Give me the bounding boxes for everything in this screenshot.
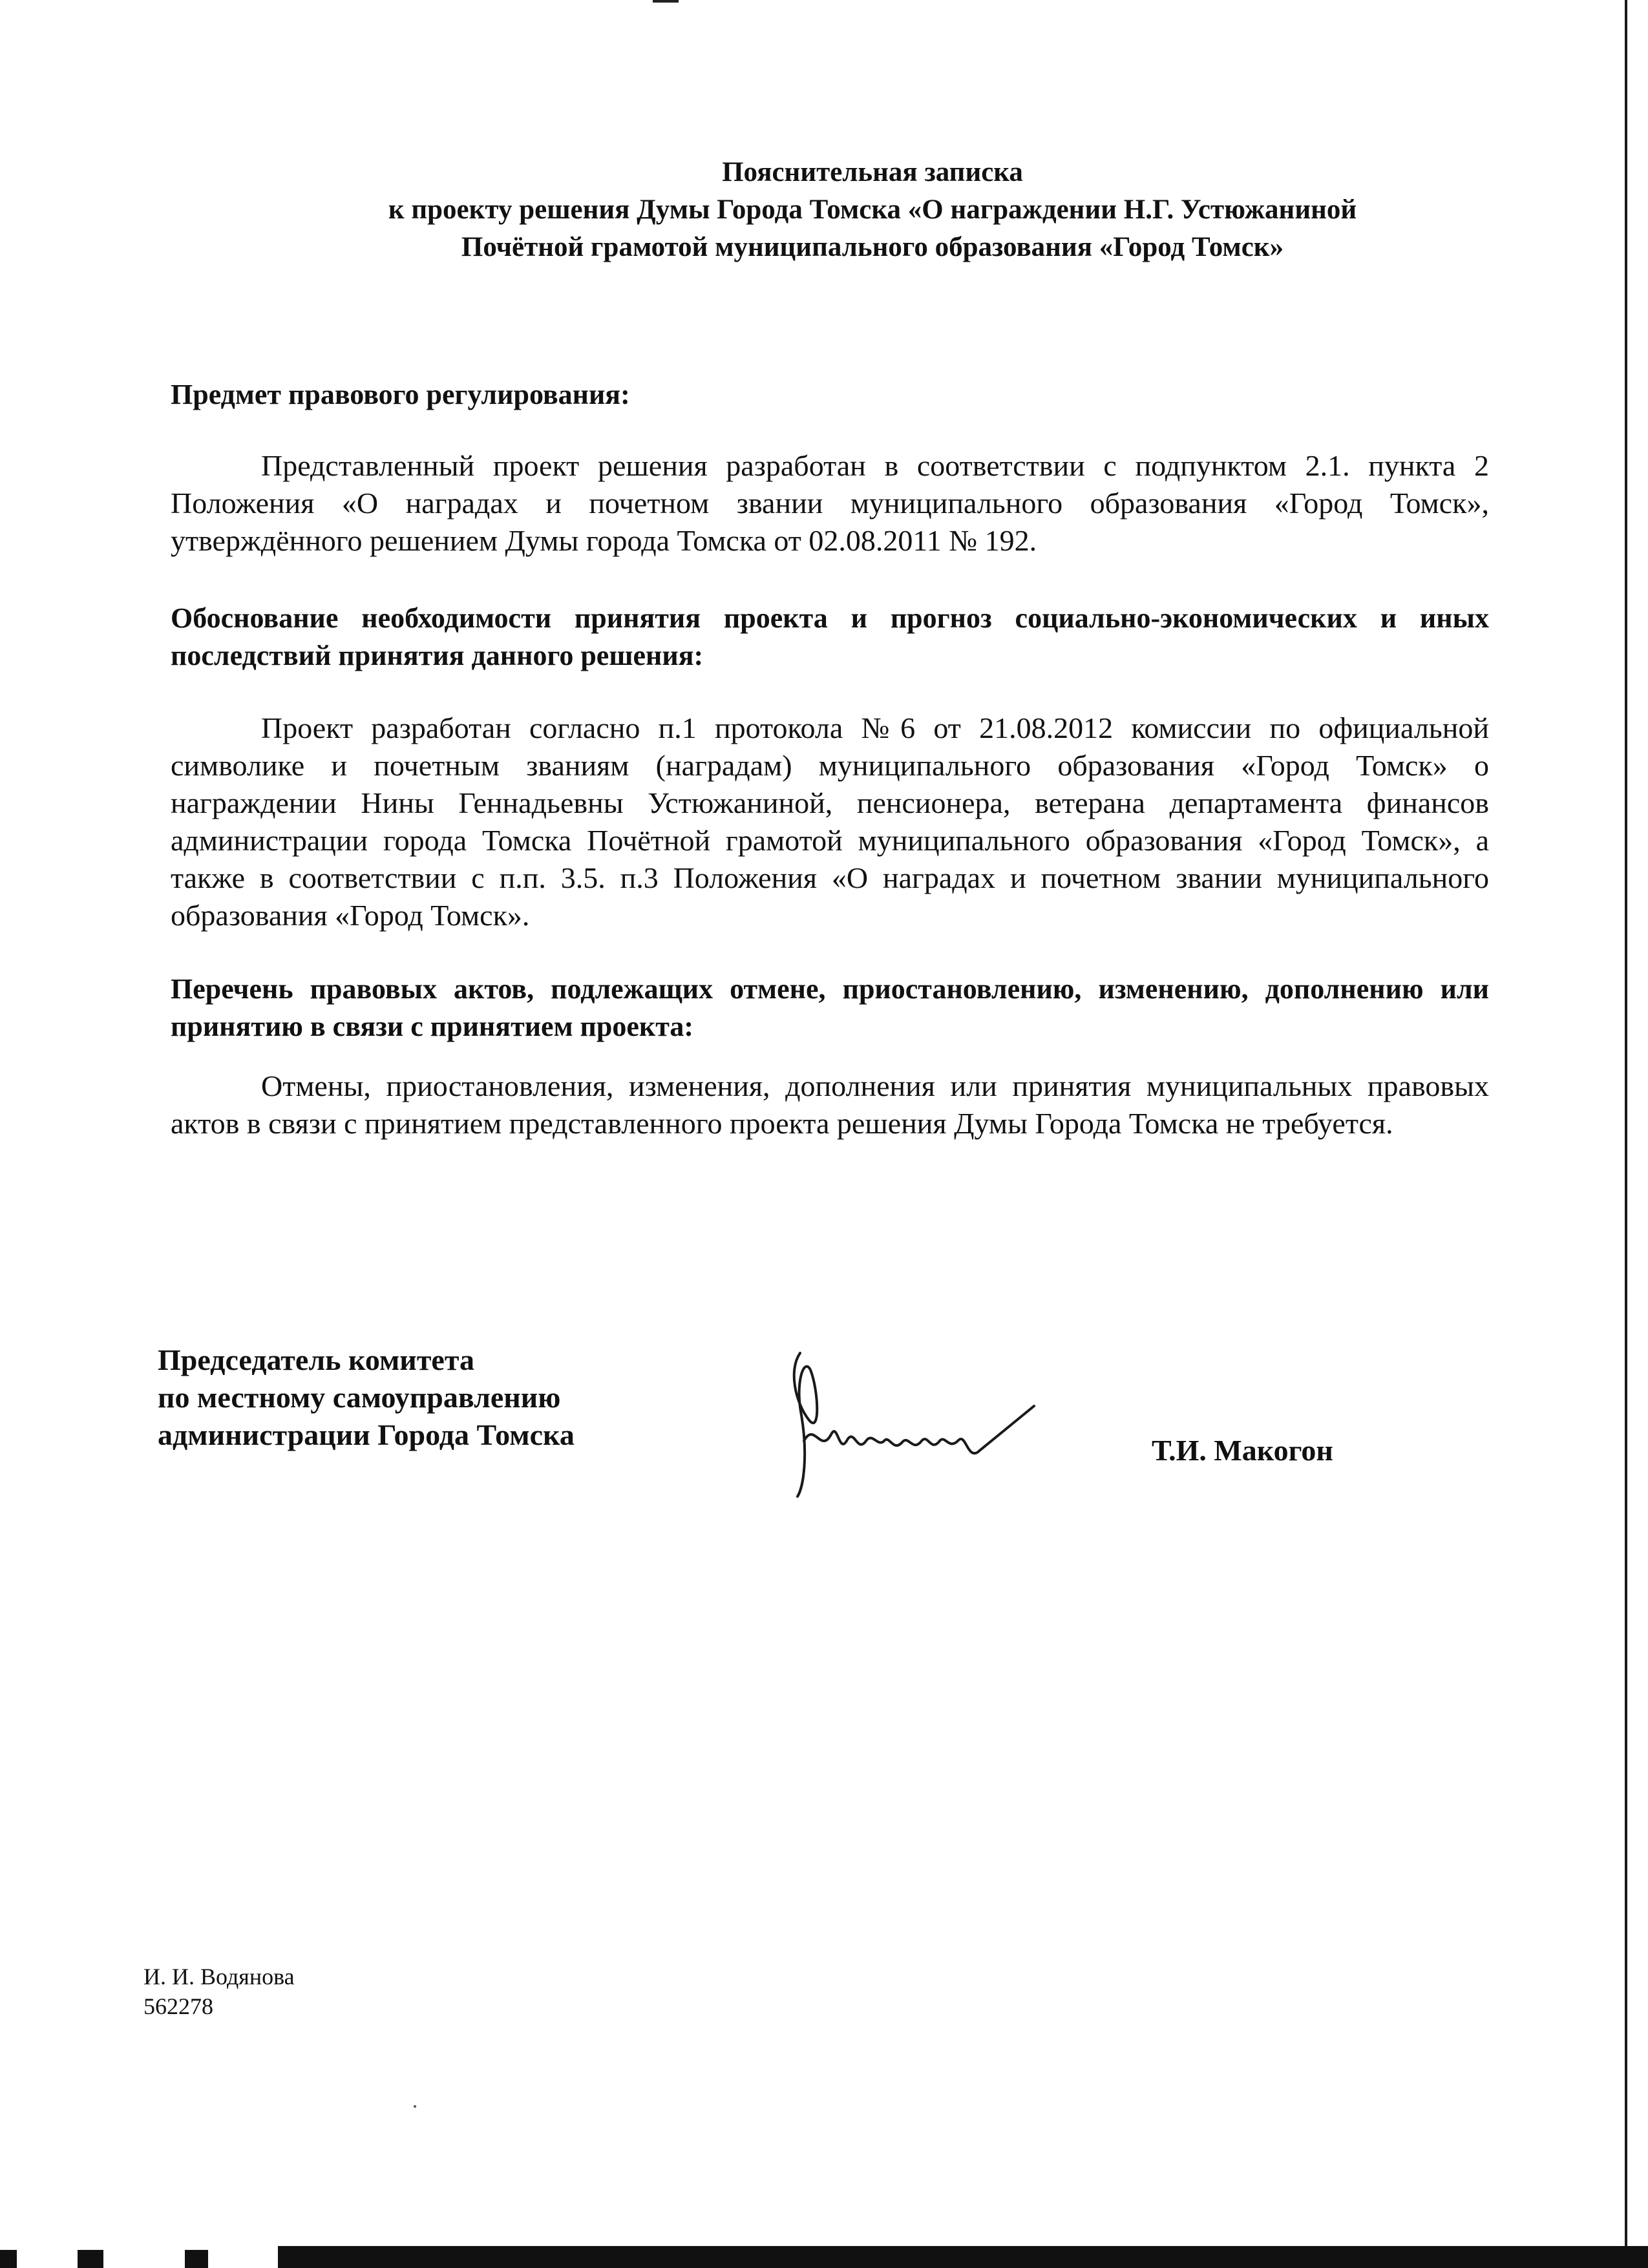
handwritten-signature bbox=[776, 1344, 1047, 1499]
footer bbox=[143, 1962, 295, 2021]
signatory-position bbox=[158, 1341, 575, 1454]
footer-author: И. И. Водянова bbox=[143, 1964, 295, 1990]
document-title-line-3: Почётной грамотой муниципального образования «Город Томск» bbox=[461, 232, 1284, 262]
section-heading-legal-acts: Перечень правовых актов, подлежащих отмене, приостановлению, изменению, дополнению или принятию в связи с принятием проекта: bbox=[171, 973, 1489, 1042]
scan-artifact-right-edge bbox=[1625, 0, 1627, 2268]
signatory-position-line-3: администрации Города Томска bbox=[158, 1418, 575, 1451]
document-title-line-2: к проекту решения Думы Города Томска «О награждении Н.Г. Устюжаниной bbox=[388, 194, 1357, 225]
signatory-name: Т.И. Макогон bbox=[1152, 1434, 1333, 1467]
section-body-legal-acts bbox=[171, 1067, 1489, 1142]
document-title-line-1: Пояснительная записка bbox=[722, 157, 1023, 187]
section-body-subject bbox=[171, 447, 1489, 560]
scan-artifact-bottom-bar bbox=[278, 2246, 1648, 2268]
section-body-justification-text: Проект разработан согласно п.1 протокола №6 от 21.08.2012 комиссии по официальной символике и почетным званиям (наградам) муниципального образования «Город Томск» о награждении Нины Геннадьевны Устюжаниной, пенсионера, ветерана департамента финансов администрации города Томска Почётной грамотой муниципального образования «Город Томск», а также в соответствии с п.п. 3.5. п.3 Положения «О наградах и почетном звании муниципального образования «Город Томск». bbox=[171, 711, 1489, 932]
scan-artifact-bottom-dash bbox=[78, 2250, 103, 2268]
footer-phone: 562278 bbox=[143, 1993, 213, 2019]
scan-artifact-bottom-dash bbox=[0, 2250, 17, 2268]
signatory-position-line-2: по местному самоуправлению bbox=[158, 1381, 561, 1414]
section-body-justification bbox=[171, 709, 1489, 934]
section-body-legal-acts-text: Отмены, приостановления, изменения, дополнения или принятия муниципальных правовых актов в связи с принятием представленного проекта решения Думы Города Томска не требуется. bbox=[171, 1069, 1489, 1140]
signatory-position-line-1: Председатель комитета bbox=[158, 1343, 474, 1376]
scan-artifact-top bbox=[653, 0, 679, 3]
section-heading-subject: Предмет правового регулирования: bbox=[171, 379, 630, 410]
scan-artifact-bottom-dash bbox=[185, 2250, 208, 2268]
section-body-subject-text: Представленный проект решения разработан в соответствии с подпунктом 2.1. пункта 2 Положения «О наградах и почетном звании муниципального образования «Город Томск», утверждённого решением Думы города Томска от 02.08.2011 № 192. bbox=[171, 449, 1489, 557]
section-heading-justification: Обоснование необходимости принятия проекта и прогноз социально-экономических и иных последствий принятия данного решения: bbox=[171, 602, 1489, 671]
scan-artifact-dot bbox=[414, 2105, 416, 2108]
